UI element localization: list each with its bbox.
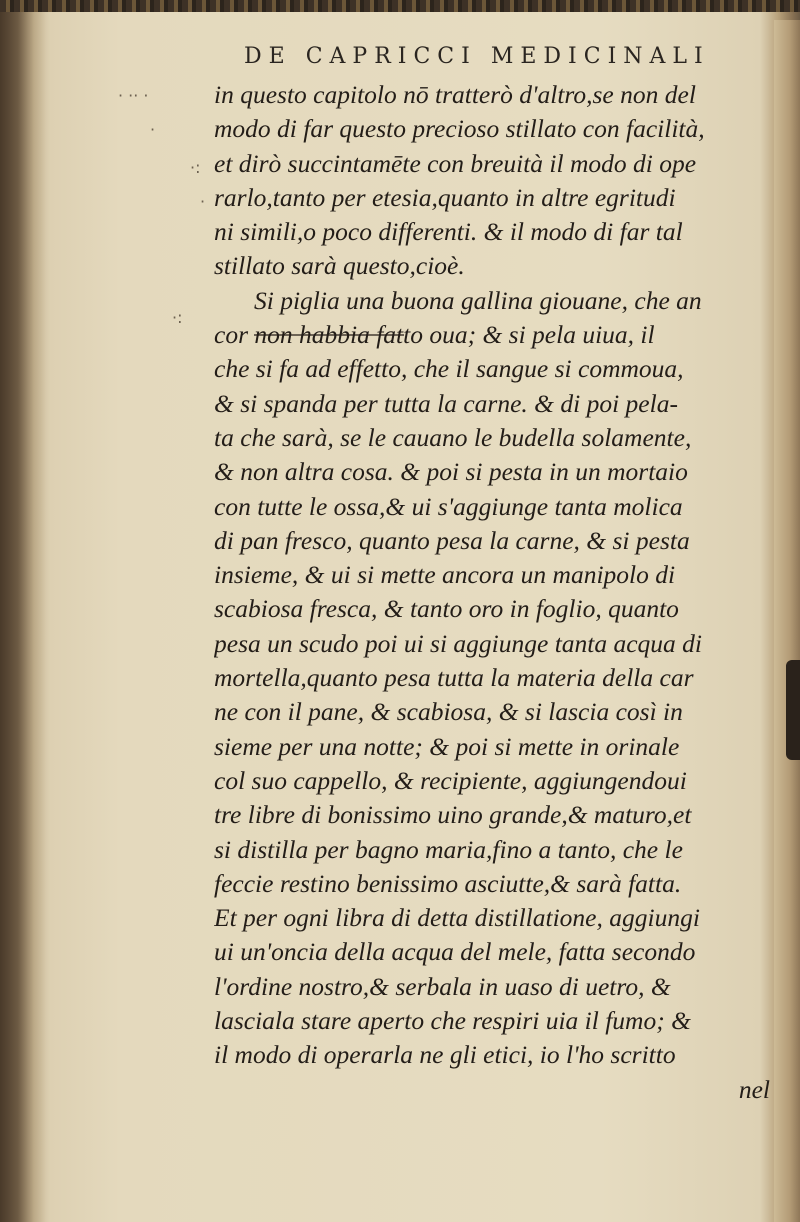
text-line: pesa un scudo poi ui si aggiunge tanta acqua di bbox=[214, 628, 703, 658]
margin-mark: · bbox=[150, 120, 156, 139]
text-line: Et per ogni libra di detta distillatione, aggiungi bbox=[214, 903, 700, 933]
text-line: col suo cappello, & recipiente, aggiungendoui bbox=[214, 765, 687, 795]
text-line: sieme per una notte; & poi si mette in orinale bbox=[214, 731, 680, 761]
text-line: mortella,quanto pesa tutta la materia della car bbox=[214, 663, 694, 693]
page-top-edge bbox=[0, 0, 800, 12]
text-line: Si piglia una buona gallina giouane, che an bbox=[254, 285, 702, 315]
page-edge-shadow bbox=[786, 660, 800, 760]
text-line: lasciala stare aperto che respiri uia il fumo; & bbox=[214, 1006, 691, 1036]
margin-mark: · ·· · bbox=[118, 86, 149, 105]
text-line: ne con il pane, & scabiosa, & si lascia così in bbox=[214, 697, 683, 727]
text-line: & si spanda per tutta la carne. & di poi pela- bbox=[214, 388, 678, 418]
text-line: tre libre di bonissimo uino grande,& maturo,et bbox=[214, 800, 692, 830]
text-line: rarlo,tanto per etesia,quanto in altre egritudi bbox=[214, 182, 676, 212]
margin-mark: ·: bbox=[190, 158, 201, 177]
text-line: feccie restino benissimo asciutte,& sarà fatta. bbox=[214, 868, 682, 898]
text-line: il modo di operarla ne gli etici, io l'ho scritto bbox=[214, 1040, 676, 1070]
text-line: insieme, & ui si mette ancora un manipolo di bbox=[214, 560, 676, 590]
text-line: ta che sarà, se le cauano le budella solamente, bbox=[214, 422, 692, 452]
text-line: che si fa ad effetto, che il sangue si commoua, bbox=[214, 354, 684, 384]
text-line: ni simili,o poco differenti. & il modo di far tal bbox=[214, 217, 683, 247]
text-line: stillato sarà questo,cioè. bbox=[214, 251, 465, 281]
facing-page-edge bbox=[774, 20, 800, 1222]
text-line: l'ordine nostro,& serbala in uaso di uetro, & bbox=[214, 971, 671, 1001]
margin-mark: · bbox=[200, 192, 206, 211]
running-header: DE CAPRICCI MEDICINALI bbox=[244, 44, 710, 69]
margin-mark: ·: bbox=[172, 308, 183, 327]
text-line: cor non habbia fatto oua; & si pela uiua, il bbox=[214, 320, 655, 350]
text-line: scabiosa fresca, & tanto oro in foglio, quanto bbox=[214, 594, 679, 624]
text-line: ui un'oncia della acqua del mele, fatta secondo bbox=[214, 937, 696, 967]
text-line: modo di far questo precioso stillato con facilità, bbox=[214, 114, 705, 144]
binding-gutter bbox=[0, 12, 46, 1222]
text-line: di pan fresco, quanto pesa la carne, & si pesta bbox=[214, 525, 690, 555]
text-line: et dirò succintamēte con breuità il modo di ope bbox=[214, 148, 697, 178]
text-line: in questo capitolo nō tratterò d'altro,se non del bbox=[214, 80, 696, 109]
text-line: si distilla per bagno maria,fino a tanto, che le bbox=[214, 834, 683, 864]
text-line: con tutte le ossa,& ui s'aggiunge tanta molica bbox=[214, 491, 683, 521]
text-line: & non altra cosa. & poi si pesta in un mortaio bbox=[214, 457, 688, 487]
body-text bbox=[214, 78, 770, 1107]
catchword: nel bbox=[738, 1074, 770, 1104]
